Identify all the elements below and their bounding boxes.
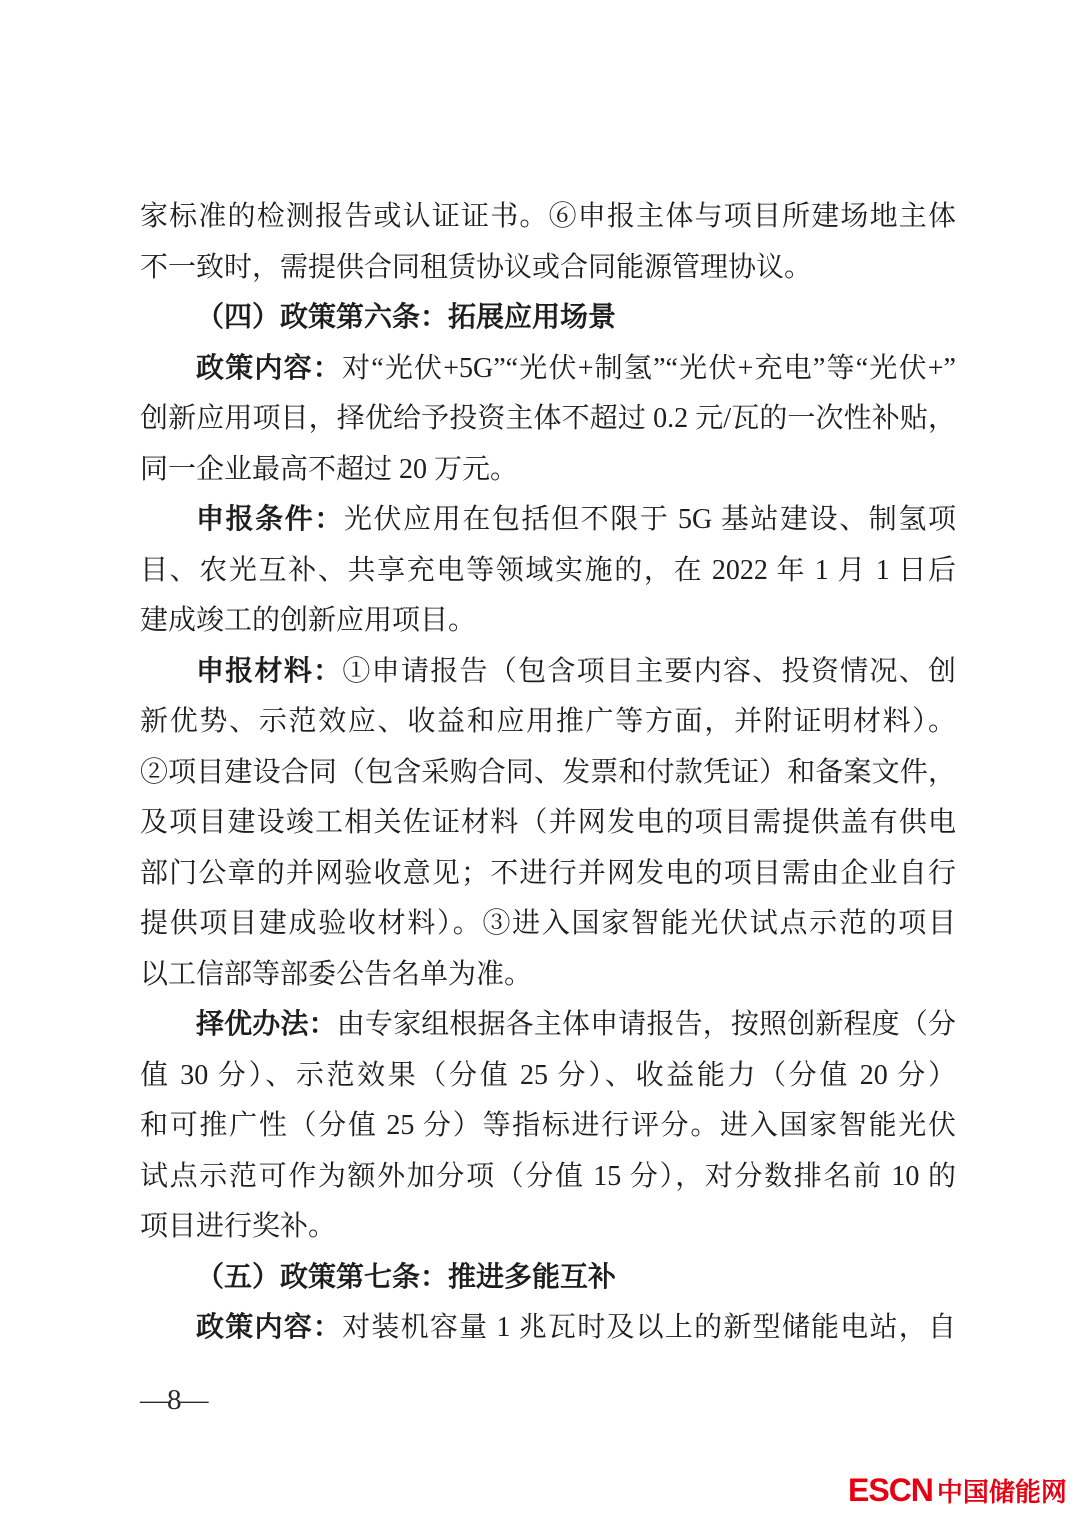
text-line — [140, 495, 956, 546]
line-text: 创新应用项目，择优给予投资主体不超过 0.2 元/瓦的一次性补贴， — [140, 403, 956, 434]
line-text: 对“光伏+5G”“光伏+制氢”“光伏+充电”等“光伏+” — [342, 352, 956, 384]
heading-text: （四）政策第六条：拓展应用场景 — [196, 302, 617, 333]
text-line — [140, 899, 956, 950]
text-line — [140, 1303, 956, 1354]
line-text: 试点示范可作为额外加分项（分值 15 分），对分数排名前 10 的 — [140, 1160, 956, 1192]
line-text: 值 30 分）、示范效果（分值 25 分）、收益能力（分值 20 分） — [140, 1059, 956, 1091]
section-heading — [140, 1253, 956, 1304]
text-line — [140, 697, 956, 748]
bold-label: 申报材料： — [196, 655, 343, 687]
heading-text: （五）政策第七条：推进多能互补 — [196, 1261, 617, 1293]
escn-logo-latin: ESCN — [848, 1471, 933, 1508]
text-line — [140, 344, 956, 395]
section-heading — [140, 293, 956, 344]
text-line — [140, 445, 956, 496]
text-line — [140, 394, 956, 445]
text-line — [140, 1051, 956, 1102]
line-text: 光伏应用在包括但不限于 5G 基站建设、制氢项 — [343, 504, 956, 535]
text-line — [140, 192, 956, 243]
bold-label: 申报条件： — [196, 504, 344, 535]
line-text: 新优势、示范效应、收益和应用推广等方面，并附证明材料）。 — [140, 706, 956, 737]
line-text: 及项目建设竣工相关佐证材料（并网发电的项目需提供盖有供电 — [140, 807, 956, 838]
document-body — [140, 192, 956, 1354]
text-line — [140, 243, 956, 294]
text-line — [140, 950, 956, 1001]
line-text: 不一致时，需提供合同租赁协议或合同能源管理协议。 — [140, 251, 813, 283]
page-number: —8— — [140, 1384, 207, 1416]
text-line — [140, 1152, 956, 1203]
text-line — [140, 798, 956, 849]
text-line — [140, 647, 956, 698]
line-text: ②项目建设合同（包含采购合同、发票和付款凭证）和备案文件， — [140, 756, 956, 788]
line-text: ①申请报告（包含项目主要内容、投资情况、创 — [342, 655, 956, 687]
escn-logo — [848, 1470, 1067, 1510]
line-text: 由专家组根据各主体申请报告，按照创新程度（分 — [336, 1009, 956, 1040]
line-text: 部门公章的并网验收意见；不进行并网发电的项目需由企业自行 — [140, 857, 956, 889]
text-line — [140, 1202, 956, 1253]
text-line — [140, 849, 956, 900]
line-text: 对装机容量 1 兆瓦时及以上的新型储能电站，自 — [342, 1312, 956, 1343]
escn-logo-chinese: 中国储能网 — [936, 1476, 1067, 1507]
bold-label: 政策内容： — [196, 352, 342, 384]
bold-label: 择优办法： — [196, 1009, 337, 1040]
line-text: 同一企业最高不超过 20 万元。 — [140, 453, 519, 485]
line-text: 目、农光互补、共享充电等领域实施的，在 2022 年 1 月 1 日后 — [140, 554, 956, 586]
text-line — [140, 1101, 956, 1152]
line-text: 项目进行奖补。 — [140, 1211, 337, 1242]
text-line — [140, 748, 956, 799]
line-text: 家标准的检测报告或认证证书。⑥申报主体与项目所建场地主体 — [140, 201, 956, 232]
line-text: 提供项目建成验收材料）。③进入国家智能光伏试点示范的项目 — [140, 908, 956, 939]
line-text: 和可推广性（分值 25 分）等指标进行评分。进入国家智能光伏 — [140, 1110, 956, 1141]
text-line — [140, 1000, 956, 1051]
line-text: 以工信部等部委公告名单为准。 — [140, 958, 533, 990]
text-line — [140, 596, 956, 647]
line-text: 建成竣工的创新应用项目。 — [140, 605, 477, 636]
text-line — [140, 546, 956, 597]
bold-label: 政策内容： — [196, 1312, 343, 1343]
